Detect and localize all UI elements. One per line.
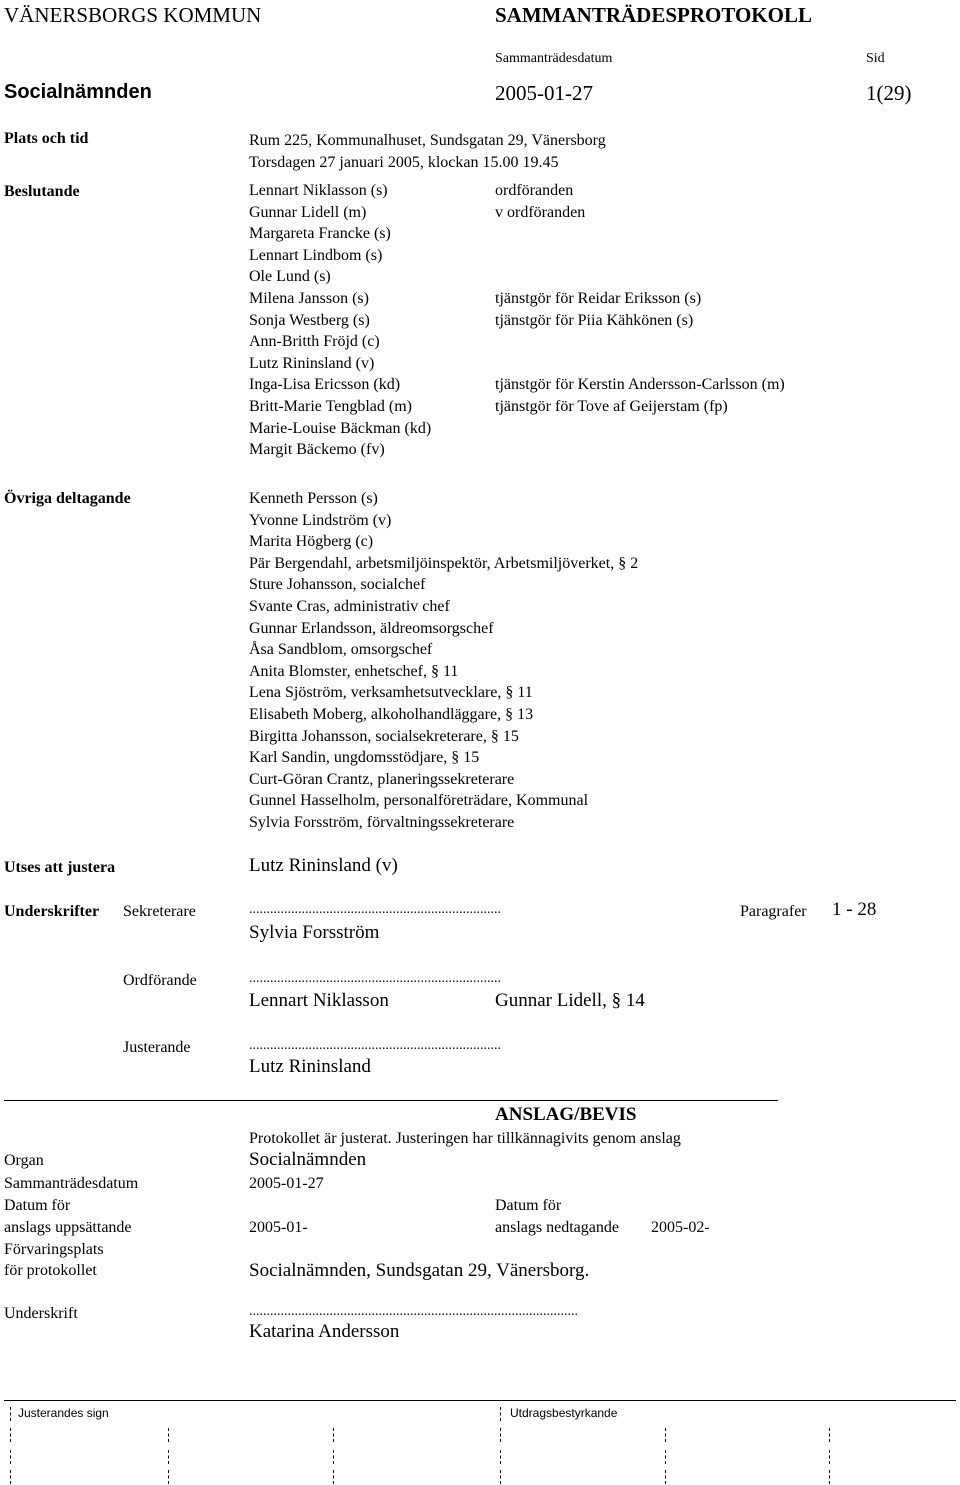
participant-row: Gunnar Erlandsson, äldreomsorgschef bbox=[249, 619, 494, 637]
participant-row: Sture Johansson, socialchef bbox=[249, 576, 426, 594]
decision-makers-label: Beslutande bbox=[4, 183, 80, 200]
secretary-name: Sylvia Forsström bbox=[249, 922, 380, 943]
meeting-date: 2005-01-27 bbox=[495, 81, 593, 105]
member-name: Ann-Britth Fröjd (c) bbox=[249, 333, 380, 351]
chair-name: Lennart Niklasson bbox=[249, 990, 389, 1011]
organ-value: Socialnämnden bbox=[249, 1149, 367, 1170]
signature-box-tick bbox=[829, 1428, 831, 1442]
others-label: Övriga deltagande bbox=[4, 490, 131, 507]
participant-row: Yvonne Lindström (v) bbox=[249, 511, 392, 529]
participant-row: Sylvia Forsström, förvaltningssekreterare bbox=[249, 813, 515, 831]
participant-row: Birgitta Johansson, socialsekreterare, § 15 bbox=[249, 727, 519, 745]
member-name: Marie-Louise Bäckman (kd) bbox=[249, 419, 432, 437]
signature-box-tick bbox=[500, 1428, 502, 1442]
posting-label: anslags uppsättande bbox=[4, 1219, 132, 1236]
extract-verify-label: Utdragsbestyrkande bbox=[510, 1406, 618, 1420]
member-row bbox=[249, 439, 889, 461]
signature-box-tick bbox=[333, 1450, 335, 1464]
chair-label: Ordförande bbox=[123, 972, 197, 989]
place-time-block bbox=[249, 130, 606, 173]
signature-box-tick bbox=[10, 1470, 12, 1484]
adjusters-sign-label: Justerandes sign bbox=[18, 1406, 109, 1420]
participant-row: Pär Bergendahl, arbetsmiljöinspektör, Arbetsmiljöverket, § 2 bbox=[249, 554, 639, 572]
member-name: Inga-Lisa Ericsson (kd) bbox=[249, 376, 401, 394]
member-name: Lutz Rininsland (v) bbox=[249, 354, 375, 372]
adjuster-sign-label: Justerande bbox=[123, 1039, 191, 1056]
member-row bbox=[249, 374, 889, 396]
participant-row: Svante Cras, administrativ chef bbox=[249, 597, 450, 615]
removal-date-for-label: Datum för bbox=[495, 1197, 562, 1214]
member-row bbox=[249, 396, 889, 418]
place-line: Rum 225, Kommunalhuset, Sundsgatan 29, Vänersborg bbox=[249, 132, 606, 149]
member-name: Lennart Niklasson (s) bbox=[249, 182, 388, 199]
signature-box-tick bbox=[168, 1470, 170, 1484]
committee-name: Socialnämnden bbox=[4, 81, 152, 103]
adjuster-sign-name: Lutz Rininsland bbox=[249, 1056, 371, 1077]
participant-row: Lena Sjöström, verksamhetsutvecklare, § 11 bbox=[249, 684, 533, 702]
participant-row: Anita Blomster, enhetschef, § 11 bbox=[249, 662, 459, 680]
signature-box-tick bbox=[10, 1428, 12, 1442]
member-row bbox=[249, 418, 889, 440]
member-row bbox=[249, 245, 889, 267]
signature-box-tick bbox=[829, 1450, 831, 1464]
member-name: Margit Bäckemo (fv) bbox=[249, 441, 385, 459]
member-name: Ole Lund (s) bbox=[249, 268, 331, 286]
signature-box-tick bbox=[500, 1407, 502, 1421]
member-name: Gunnar Lidell (m) bbox=[249, 203, 367, 221]
adjuster-name: Lutz Rininsland (v) bbox=[249, 855, 398, 876]
meeting-date-label: Sammanträdesdatum bbox=[4, 1175, 139, 1192]
signatures-label: Underskrifter bbox=[4, 903, 100, 920]
participant-row: Karl Sandin, ungdomsstödjare, § 15 bbox=[249, 749, 480, 767]
notice-title: ANSLAG/BEVIS bbox=[495, 1104, 637, 1125]
member-role: tjänstgör för Tove af Geijerstam (fp) bbox=[495, 397, 728, 415]
removal-value: 2005-02- bbox=[651, 1219, 710, 1236]
member-row bbox=[249, 266, 889, 288]
participant-row: Åsa Sandblom, omsorgschef bbox=[249, 641, 433, 659]
member-name: Margareta Francke (s) bbox=[249, 225, 391, 243]
member-name: Britt-Marie Tengblad (m) bbox=[249, 397, 412, 415]
participant-row: Elisabeth Moberg, alkoholhandläggare, § 13 bbox=[249, 705, 534, 723]
member-name: Sonja Westberg (s) bbox=[249, 311, 370, 329]
member-name: Lennart Lindbom (s) bbox=[249, 246, 383, 264]
removal-label: anslags nedtagande bbox=[495, 1219, 619, 1236]
page-number: 1(29) bbox=[866, 81, 912, 105]
decision-makers-list bbox=[249, 180, 889, 461]
document-type: SAMMANTRÄDESPROTOKOLL bbox=[495, 3, 812, 27]
storage-label-2: för protokollet bbox=[4, 1262, 97, 1279]
paragraphs-label: Paragrafer bbox=[740, 903, 807, 920]
notice-signature-line: .............................................................................................. bbox=[249, 1304, 578, 1319]
member-row bbox=[249, 331, 889, 353]
member-name: Milena Jansson (s) bbox=[249, 289, 369, 307]
signature-box-tick bbox=[500, 1470, 502, 1484]
member-row bbox=[249, 310, 889, 332]
municipality-name: VÄNERSBORGS KOMMUN bbox=[4, 3, 262, 27]
meeting-date-value: 2005-01-27 bbox=[249, 1175, 324, 1192]
notice-intro: Protokollet är justerat. Justeringen har tillkännagivits genom anslag bbox=[249, 1130, 681, 1147]
signature-box-tick bbox=[168, 1428, 170, 1442]
storage-value: Socialnämnden, Sundsgatan 29, Vänersborg. bbox=[249, 1260, 590, 1281]
signature-name: Katarina Andersson bbox=[249, 1321, 400, 1342]
participant-row: Marita Högberg (c) bbox=[249, 533, 374, 551]
signature-box-tick bbox=[829, 1470, 831, 1484]
member-row bbox=[249, 202, 889, 224]
time-line: Torsdagen 27 januari 2005, klockan 15.00 19.45 bbox=[249, 153, 559, 171]
member-role: tjänstgör för Kerstin Andersson-Carlsson (m) bbox=[495, 376, 785, 394]
member-row bbox=[249, 288, 889, 310]
member-role: ordföranden bbox=[495, 182, 574, 199]
page-label: Sid bbox=[866, 51, 885, 66]
signature-box-tick bbox=[665, 1470, 667, 1484]
adjuster-signature-line: ........................................................................ bbox=[249, 1038, 501, 1053]
posting-date-for-label: Datum för bbox=[4, 1197, 71, 1214]
secretary-label: Sekreterare bbox=[123, 903, 196, 920]
secretary-signature-line: ........................................................................ bbox=[249, 902, 501, 917]
signature-label: Underskrift bbox=[4, 1305, 78, 1322]
vice-chair-name: Gunnar Lidell, § 14 bbox=[495, 990, 645, 1011]
place-time-label: Plats och tid bbox=[4, 130, 89, 147]
paragraphs-range: 1 - 28 bbox=[832, 899, 877, 920]
member-row bbox=[249, 223, 889, 245]
participant-row: Kenneth Persson (s) bbox=[249, 490, 378, 507]
member-role: tjänstgör för Piia Kähkönen (s) bbox=[495, 311, 694, 329]
chair-signature-line: ........................................................................ bbox=[249, 971, 501, 986]
footer-rule bbox=[4, 1400, 956, 1401]
participant-row: Gunnel Hasselholm, personalföreträdare, Kommunal bbox=[249, 792, 589, 810]
member-role: v ordföranden bbox=[495, 203, 586, 221]
signature-box-tick bbox=[10, 1450, 12, 1464]
signature-box-tick bbox=[500, 1450, 502, 1464]
signature-box-tick bbox=[665, 1428, 667, 1442]
adjuster-label: Utses att justera bbox=[4, 859, 116, 876]
member-row bbox=[249, 180, 889, 202]
signature-box-tick bbox=[333, 1470, 335, 1484]
member-role: tjänstgör för Reidar Eriksson (s) bbox=[495, 289, 702, 307]
posting-value: 2005-01- bbox=[249, 1219, 308, 1236]
signature-box-tick bbox=[333, 1428, 335, 1442]
signature-box-tick bbox=[168, 1450, 170, 1464]
signature-box-tick bbox=[665, 1450, 667, 1464]
storage-label-1: Förvaringsplats bbox=[4, 1241, 104, 1258]
others-list bbox=[249, 488, 638, 834]
signature-box-tick bbox=[10, 1407, 12, 1421]
date-label: Sammanträdesdatum bbox=[495, 51, 613, 66]
participant-row: Curt-Göran Crantz, planeringssekreterare bbox=[249, 770, 515, 788]
member-row bbox=[249, 353, 889, 375]
section-divider bbox=[4, 1100, 778, 1101]
organ-label: Organ bbox=[4, 1152, 44, 1169]
